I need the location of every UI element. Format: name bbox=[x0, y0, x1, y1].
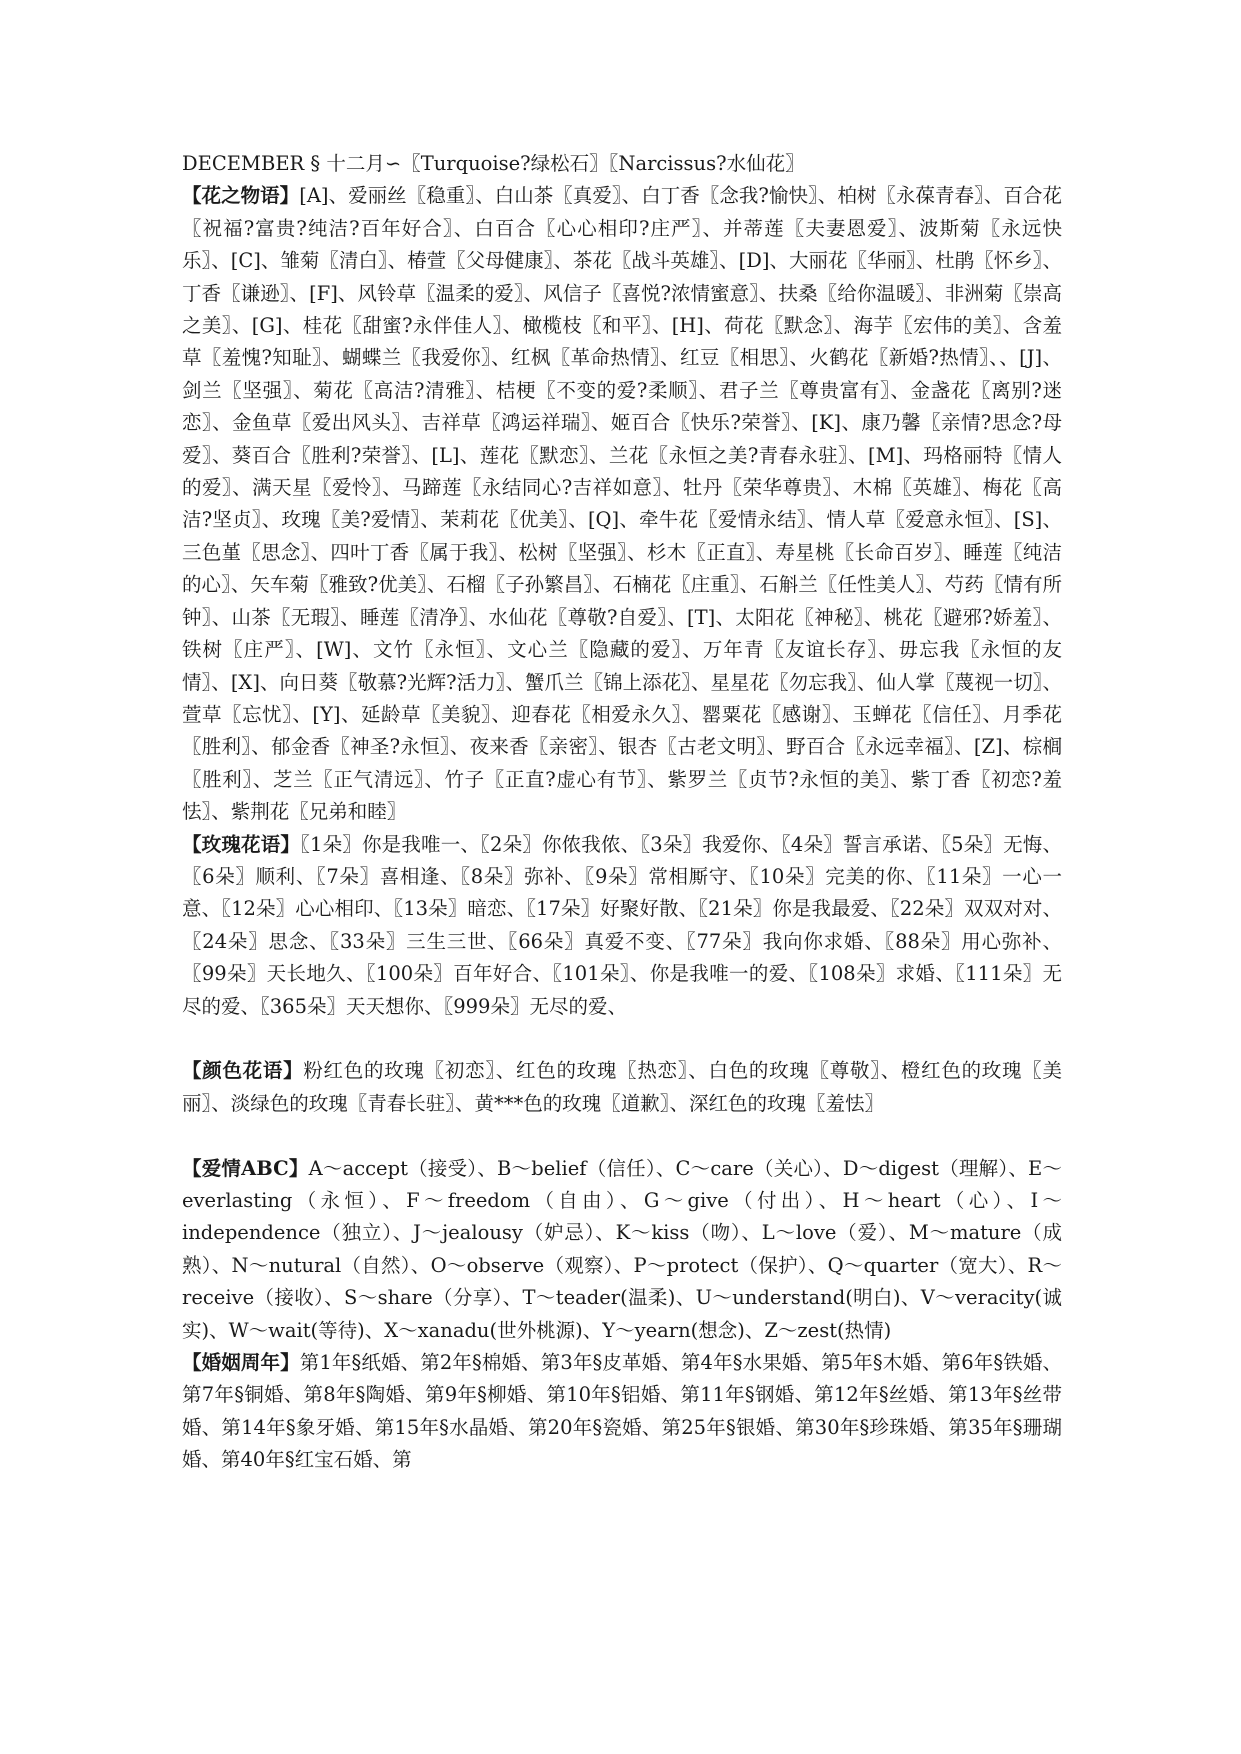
section-heading: 【颜色花语】 bbox=[182, 1059, 304, 1083]
section-body: [A]、爱丽丝〖稳重〗、白山茶〖真爱〗、白丁香〖念我?愉快〗、柏树〖永葆青春〗、百合花〖祝福?富贵?纯洁?百年好合〗、白百合〖心心相印?庄严〗、并蒂莲〖夫妻恩爱〗、波斯菊〖永远快乐〗、[C]、雏菊〖清白〗、椿萱〖父母健康〗、茶花〖战斗英雄〗、[D]、大丽花〖华丽〗、杜鹃〖怀乡〗、丁香〖谦逊〗、[F]、风铃草〖温柔的爱〗、风信子〖喜悦?浓情蜜意〗、扶桑〖给你温暖〗、非洲菊〖崇高之美〗、[G]、桂花〖甜蜜?永伴佳人〗、橄榄枝〖和平〗、[H]、荷花〖默念〗、海芋〖宏伟的美〗、含羞草〖羞愧?知耻〗、蝴蝶兰〖我爱你〗、红枫〖革命热情〗、红豆〖相思〗、火鹤花〖新婚?热情〗、、[J]、剑兰〖坚强〗、菊花〖高洁?清雅〗、桔梗〖不变的爱?柔顺〗、君子兰〖尊贵富有〗、金盏花〖离别?迷恋〗、金鱼草〖爱出风头〗、吉祥草〖鸿运祥瑞〗、姬百合〖快乐?荣誉〗、[K]、康乃馨〖亲情?思念?母爱〗、葵百合〖胜利?荣誉〗、[L]、莲花〖默恋〗、兰花〖永恒之美?青春永驻〗、[M]、玛格丽特〖情人的爱〗、满天星〖爱怜〗、马蹄莲〖永结同心?吉祥如意〗、牡丹〖荣华尊贵〗、木棉〖英雄〗、梅花〖高洁?坚贞〗、玫瑰〖美?爱情〗、茉莉花〖优美〗、[Q]、牵牛花〖爱情永结〗、情人草〖爱意永恒〗、[S]、三色堇〖思念〗、四叶丁香〖属于我〗、松树〖坚强〗、杉木〖正直〗、寿星桃〖长命百岁〗、睡莲〖纯洁的心〗、矢车菊〖雅致?优美〗、石榴〖子孙繁昌〗、石楠花〖庄重〗、石斛兰〖任性美人〗、芍药〖情有所钟〗、山茶〖无瑕〗、睡莲〖清净〗、水仙花〖尊敬?自爱〗、[T]、太阳花〖神秘〗、桃花〖避邪?娇羞〗、铁树〖庄严〗、[W]、文竹〖永恒〗、文心兰〖隐藏的爱〗、万年青〖友谊长存〗、毋忘我〖永恒的友情〗、[X]、向日葵〖敬慕?光辉?活力〗、蟹爪兰〖锦上添花〗、星星花〖勿忘我〗、仙人掌〖蔑视一切〗、萱草〖忘忧〗、[Y]、延龄草〖美貌〗、迎春花〖相爱永久〗、罂粟花〖感谢〗、玉蝉花〖信任〗、月季花〖胜利〗、郁金香〖神圣?永恒〗、夜来香〖亲密〗、银杏〖古老文明〗、野百合〖永远幸福〗、[Z]、棕榈〖胜利〗、芝兰〖正气清远〗、竹子〖正直?虚心有节〗、紫罗兰〖贞节?永恒的美〗、紫丁香〖初恋?羞怯〗、紫荆花〖兄弟和睦〗 bbox=[182, 184, 1062, 824]
section-body: A～accept（接受）、B～belief（信任）、C～care（关心）、D～digest（理解）、E～everlasting（永恒）、F～freedom（自由）、G～give（付出）、H～heart（心）、I～independence（独立）、J～jealousy（妒忌）、K～kiss（吻）、L～love（爱）、M～mature（成熟）、N～nutural（自然）、O～observe（观察）、P～protect（保护）、Q～quarter（宽大）、R～receive（接收）、S～share（分享）、T～teader(温柔)、U～understand(明白)、V～veracity(诚实)、W～wait(等待)、X～xanadu(世外桃源)、Y～yearn(想念)、Z～zest(热情) bbox=[182, 1156, 1062, 1342]
section-wedding-anniversary bbox=[182, 1347, 1062, 1477]
document-title-line: DECEMBER § 十二月∽〖Turquoise?绿松石〗〖Narcissus?水仙花〗 bbox=[182, 152, 805, 175]
section-love-abc bbox=[182, 1153, 1062, 1347]
section-rose-language bbox=[182, 829, 1062, 1023]
section-heading: 【花之物语】 bbox=[182, 184, 300, 208]
section-body: 粉红色的玫瑰〖初恋〗、红色的玫瑰〖热恋〗、白色的玫瑰〖尊敬〗、橙红色的玫瑰〖美丽〗、淡绿色的玫瑰〖青春长驻〗、黄***色的玫瑰〖道歉〗、深红色的玫瑰〖羞怯〗 bbox=[182, 1059, 1062, 1115]
section-flower-story bbox=[182, 180, 1062, 828]
section-color-language bbox=[182, 1055, 1062, 1120]
section-body: 〖1朵〗你是我唯一、〖2朵〗你侬我侬、〖3朵〗我爱你、〖4朵〗誓言承诺、〖5朵〗无悔、〖6朵〗顺利、〖7朵〗喜相逢、〖8朵〗弥补、〖9朵〗常相厮守、〖10朵〗完美的你、〖11朵〗一心一意、〖12朵〗心心相印、〖13朵〗暗恋、〖17朵〗好聚好散、〖21朵〗你是我最爱、〖22朵〗双双对对、〖24朵〗思念、〖33朵〗三生三世、〖66朵〗真爱不变、〖77朵〗我向你求婚、〖88朵〗用心弥补、〖99朵〗天长地久、〖100朵〗百年好合、〖101朵〗、你是我唯一的爱、〖108朵〗求婚、〖111朵〗无尽的爱、〖365朵〗天天想你、〖999朵〗无尽的爱、 bbox=[182, 832, 1062, 1018]
section-heading: 【玫瑰花语】 bbox=[182, 832, 301, 856]
section-body: 第1年§纸婚、第2年§棉婚、第3年§皮革婚、第4年§水果婚、第5年§木婚、第6年§铁婚、第7年§铜婚、第8年§陶婚、第9年§柳婚、第10年§铝婚、第11年§钢婚、第12年§丝婚、第13年§丝带婚、第14年§象牙婚、第15年§水晶婚、第20年§瓷婚、第25年§银婚、第30年§珍珠婚、第35年§珊瑚婚、第40年§红宝石婚、第 bbox=[182, 1351, 1062, 1472]
document-page bbox=[182, 148, 1062, 1477]
paragraph-gap bbox=[182, 1120, 1062, 1152]
section-heading: 【婚姻周年】 bbox=[182, 1351, 300, 1374]
section-heading: 【爱情ABC】 bbox=[182, 1156, 309, 1180]
paragraph-gap bbox=[182, 1023, 1062, 1055]
